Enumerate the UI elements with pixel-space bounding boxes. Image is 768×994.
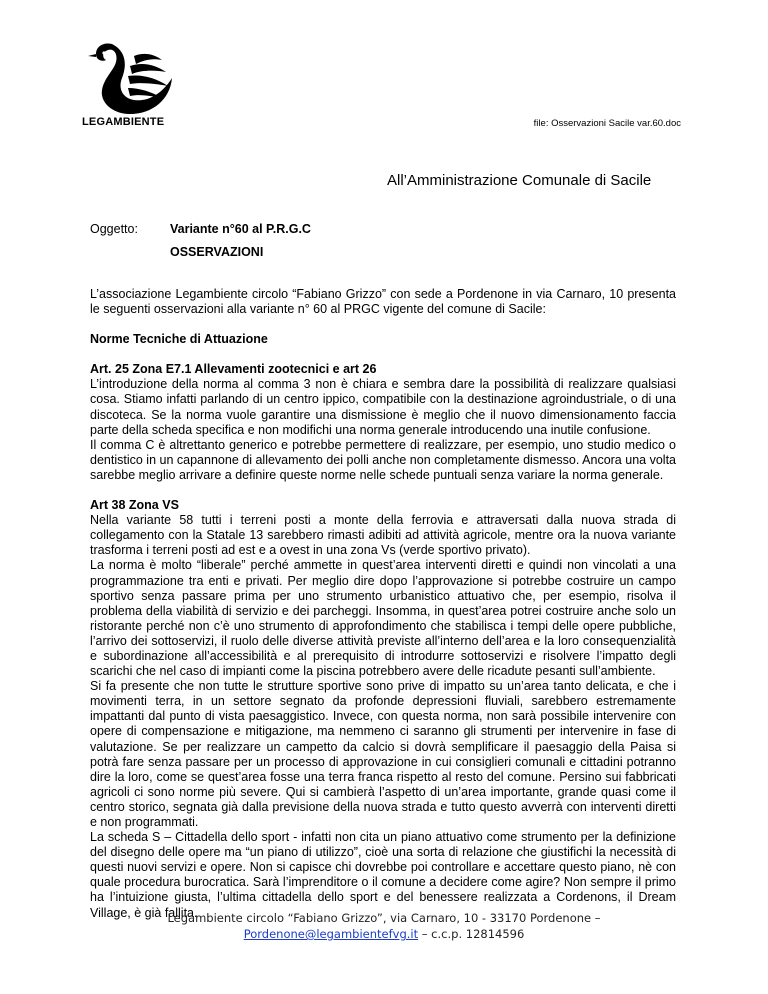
section-title: Norme Tecniche di Attuazione: [90, 332, 268, 347]
art38-paragraph-1: Nella variante 58 tutti i terreni posti a monte della ferrovia e attraversati dalla nuova strada di collegamento con la Statale 13 sarebbero rimasti adibiti ad attività agricole, mentre ora la nuova variante trasforma i terreni posti ad est e a ovest in una zona Vs (verde sportivo privato).: [90, 513, 676, 558]
art38-paragraph-4: La scheda S – Cittadella dello sport - infatti non cita un piano attuativo come strumento per la definizione del disegno delle opere ma “un piano di utilizzo”, cioè una sorta di relazione che giustifichi la necessità di questi nuovi servizi e opere. Non si capisce chi dovrebbe poi controllare e accettare questo piano, nè con quale procedura burocratica. Sarà l’imprenditore o il comune a decidere come agire? Non sempre il primo ha l’intuizione giusta, l’ultima cittadella dello sport e del benessere realizzata a Cordenons, il Dream Village, è già fallita.: [90, 830, 676, 920]
logo-text: LEGAMBIENTE: [82, 116, 165, 128]
art25-heading: Art. 25 Zona E7.1 Allevamenti zootecnici e art 26: [90, 362, 377, 377]
art25-paragraph-1: L’introduzione della norma al comma 3 non è chiara e sembra dare la possibilità di realizzare qualsiasi cosa. Stiamo infatti parlando di un centro ippico, compatibile con la destinazione agroindustriale, o di una discoteca. Se la norma vuole garantire una dismissione è meglio che il nuovo dimensionamento faccia parte della scheda specifica e non modifichi una norma generale introducendo una inutile confusione.: [90, 377, 676, 437]
document-body: [90, 287, 676, 921]
subject-label: Oggetto:: [90, 222, 138, 236]
art38-paragraph-2: La norma è molto “liberale” perché ammette in quest’area interventi diretti e quindi non vincolati a una programmazione tra enti e privati. Per meglio dire dopo l’approvazione si potrebbe costruire un campo sportivo senza passare prima per uno strumento urbanistico attuativo che, per esempio, risolva il problema della viabilità di servizio e dei parcheggi. Insomma, in quest’area potrei costruire anche solo un ristorante perché non c’è uno strumento di approfondimento che stabilisca i tempi delle opere pubbliche, l’arrivo dei sottoservizi, il ruolo delle diverse attività previste all’interno dell’area e la loro consequenzialità e subordinazione all’accessibilità e al prerequisito di introdurre sottoservizi e risolvere l’impatto degli scarichi che nel caso di impianti come la piscina potrebbero avere delle ricadute pesanti sull’ambiente.: [90, 558, 676, 679]
art25-paragraph-2: Il comma C è altrettanto generico e potrebbe permettere di realizzare, per esempio, uno studio medico o dentistico in un capannone di allevamento dei polli anche non completamente dismesso. Ancora una volta sarebbe meglio arrivare a definire queste norme nelle schede puntuali senza variare la norma generale.: [90, 437, 676, 482]
footer-email-link[interactable]: Pordenone@legambientefvg.it: [243, 927, 419, 941]
filename-label: file: Osservazioni Sacile var.60.doc: [533, 118, 681, 129]
addressee: All’Amministrazione Comunale di Sacile: [387, 172, 652, 189]
intro-paragraph: L’associazione Legambiente circolo “Fabiano Grizzo” con sede a Pordenone in via Carnaro, 10 presenta le seguenti osservazioni alla variante n° 60 al PRGC vigente del comune di Sacile:: [90, 287, 676, 317]
footer: [0, 910, 768, 942]
subject-subtitle: OSSERVAZIONI: [170, 245, 264, 259]
footer-contact: [0, 926, 768, 942]
art38-heading: Art 38 Zona VS: [90, 498, 179, 513]
art38-paragraph-3: Si fa presente che non tutte le strutture sportive sono prive di impatto su un’area tanto delicata, e che i movimenti terra, in un settore segnato da profonde depressioni fluviali, sarebbero estremamente impattanti dal punto di vista paesaggistico. Invece, con questa norma, non sarà possibile intervenire con opere di compensazione e mitigazione, ma nemmeno ci saranno gli strumenti per intervenire in fase di valutazione. Se per realizzare un campetto da calcio si dovrà semplificare il paesaggio della Paisa si potrà fare senza passare per un processo di approvazione in cui consiglieri comunali e cittadini potranno dire la loro, come se quest’area fosse una terra franca rispetto al resto del comune. Persino sui fabbricati agricoli ci sono norme più severe. Qui si cambierà l’aspetto di un’area importante, grande quasi come il centro storico, segnata già dalla previsione della nuova strada e tutto questo avverrà con interventi diretti e non programmati.: [90, 679, 676, 829]
legambiente-swan-logo: [82, 38, 174, 118]
footer-address: Legambiente circolo “Fabiano Grizzo”, via Carnaro, 10 - 33170 Pordenone –: [167, 911, 601, 925]
footer-ccp: – c.c.p. 12814596: [418, 927, 525, 941]
subject-title: Variante n°60 al P.R.G.C: [170, 222, 311, 236]
